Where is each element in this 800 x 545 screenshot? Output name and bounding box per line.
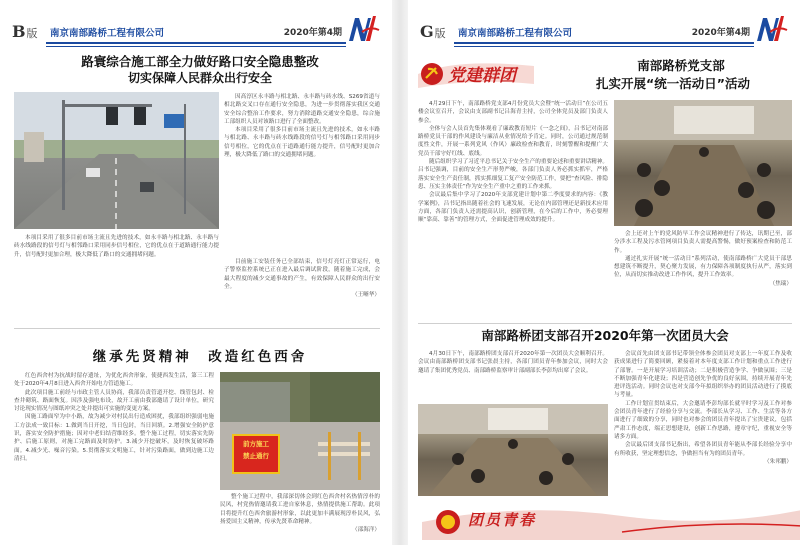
page-header-right	[414, 18, 794, 44]
sign-line1: 前方施工	[243, 440, 269, 448]
article3-paragraph: 全体与会人员首先集体观看了廉政教育短片《一念之间》，吕书记对南部路桥党员干部的作风建设与廉洁从业情况给予肯定。同时，公司通过规范制度性文件，开展一系列党风（作风）廉政检查和教育，时刻警醒和提醒广大党员干部守好红线、底线。	[418, 125, 608, 157]
header-rule	[454, 42, 754, 44]
article1-body-lower	[14, 234, 219, 289]
article2-paragraph: 因施工路面窄为中小路，故为减少对村民出行造成困扰，我部组织强弱电施工方法成一致目标：1.做到当日开挖，当日包封，当日回填。2.增强安全防护意识，落实安全防护措施；因对中老妇结营维经多。整个施工过程，切实落实先防护、后施工原则，对施工完路面及时防护。3.减少开挖破坏，及时恢复破坏路面。4.减少光、噪音污染。5.贯彻落实文明施工，针对污染路面，做到边施工边清扫。	[14, 414, 214, 462]
article4-body-right	[614, 350, 792, 498]
sign-line2: 禁止通行	[243, 452, 269, 460]
article2-body	[14, 372, 214, 540]
article3-title-line1: 南部路桥党支部	[637, 58, 725, 73]
article2-paragraph: 红色西舍村为抗战时留存遗址，为优化西舍形象，使捷西发生活，第三工程处于2020年4月8日进入西舍开始电力管道施工。	[14, 373, 214, 388]
party-building-banner	[416, 56, 536, 90]
article3-title-line2: 扎实开展“统一活动日”活动	[596, 76, 750, 91]
meeting-illustration	[614, 100, 792, 226]
article3-paragraph: 会议最后集中学习了2020年支部党建计划中第二季度要求的内容：《教学案例》，吕书记指出随着社会的飞速发展，无论在内部管理还是新技术应用方面，各部门负责人还需提高认识，创新管理，在今后的工作中，务必要理顺“靠高、靠善”的管理方式，全面促进管理成效的提升。	[418, 192, 608, 224]
page-b	[0, 0, 392, 545]
edition-suffix: 版	[26, 27, 38, 40]
article1-author: （王晰华）	[352, 292, 380, 299]
intersection-photo	[14, 92, 219, 229]
article4-paragraph: 会议首先由团支部书记带领全体参会团员对支部上一年度工作及收获成果进行了简要回顾，紧接着对本年度支部工作计划和重点工作进行了部署。一是开展学习培训活动；二是积极营造争学、争做氛围；三是不断加强青年化建设；四是营造创先争优的良好氛围，持续开展青年先进评选活动。同时会议也对支部今年拟组织举办的团员活动进行了摸底与考量。	[614, 351, 792, 399]
intersection-illustration	[14, 92, 219, 229]
article-title-line1: 路寰综合施工部全力做好路口安全隐患整改	[81, 54, 319, 69]
article1-paragraph: 本项目采用了很多目前市场主流且先进的技术，如永丰路与相北路、永丰路与砖水线路段的信号灯与相邻路口采用同步信号相位，它的优点在于道路通行能力提升，信号配时更加合理，极大降低了路口的交通拥堵问题。	[14, 235, 219, 258]
article4-paragraph: 工作计划宣贯结束后，大会邀请李彭均部长就平时学习及工作对参会团员青年进行了经验分享与交流。李部长从学习、工作、生活等各方面进行了细致的分享，同时也对参会的团员青年提出了宝贵建议，包括严肃工作态度，端正思想建设，创新工作思路，遵章守纪，重视安全等诸多方面。	[614, 400, 792, 440]
company-logo-icon	[346, 12, 380, 44]
youth-banner	[422, 502, 800, 540]
party-meeting-photo	[614, 100, 792, 226]
page-gutter	[392, 0, 408, 545]
article3-paragraph: 会上还对上午的党风防早工作会议精神进行了传达，讯期已至，部分涉水工程及污水管网项目负责人需提高警惕，做好预案检查和防范工作。	[614, 231, 792, 254]
youth-meeting-illustration	[418, 404, 608, 496]
article3-author: （焦瑞）	[769, 280, 792, 287]
construction-illustration	[220, 372, 380, 490]
issue-number: 2020年第4期	[283, 28, 342, 38]
article4-paragraph: 会议最后团支部书记指出，希望各团员青年能从李部长经验分享中有所收获，坚定理想信念，争做担当有为的团员青年。	[614, 442, 792, 457]
article3-body	[418, 100, 608, 318]
company-logo-icon	[754, 12, 788, 44]
article2-paragraph: 整个施工过程中，我部深切体会到红色西舍村名热情淳朴的民风，村党热情邀请我工进自家休息，热情提供施工帮助。此项目将提升红色西舍旅游村形象，以此更加丰满展现淳朴民风，弘扬爱国主义精神，传承先贤革命精神。	[220, 494, 380, 525]
party-banner-text: 党建群团	[448, 66, 516, 86]
article4-title: 南部路桥团支部召开2020年第一次团员大会	[481, 328, 729, 343]
article4-body	[418, 350, 608, 402]
edition-suffix: 版	[434, 27, 446, 40]
section-divider	[418, 323, 792, 324]
article4-paragraph: 4月30日下午，南部路桥团支部召开2020年第一次团员大会顺利召开。会议由南部路桥团支部书记张晨主持，各部门团员青年参加会议，同时大会邀请了集团优秀党员、南部路桥监察审计部副部长李彭均出席了会议。	[418, 351, 608, 374]
issue-number: 2020年第4期	[691, 28, 750, 38]
article2-paragraph: 此次项目施工前经与市政主管人员协商，我部员责管道开挖、线管包封、检查井砌筑、路面恢复。因涉及强电布设，故开工前由我部邀请了设计单位，研究讨论现实情况与图纸冲突之处并提出可实施的变更方案。	[14, 389, 214, 413]
article1-body-end	[224, 258, 380, 322]
edition-label	[12, 22, 38, 41]
header-rule-thin	[46, 46, 346, 47]
article4-author: （朱邦鹏）	[764, 458, 792, 465]
article2-body-end	[220, 493, 380, 540]
road-closed-sign	[236, 438, 276, 462]
youth-meeting-photo	[418, 404, 608, 496]
edition-letter: B	[12, 22, 26, 41]
article3-body-end	[614, 230, 792, 318]
section-divider	[14, 328, 380, 329]
article1-paragraph: 目前施工安装任务已全部结束，信号灯亮灯正常运行，电子警察监控系统已正在进入最后调试阶段，随着施工完成，会最大程度的减少交通事故的产生，有效保障人民群众的出行安全。	[224, 259, 380, 290]
youth-banner-text: 团员青春	[468, 511, 537, 529]
article1-paragraph: 本项目采用了很多目前市场主流且先进的技术，如永丰路与相北路、永丰路与砖水线路段的信号灯与相邻路口采用同步信号相位，它的优点在于道路通行能力提升，信号配时更加合理，极大降低了路口的交通拥堵问题。	[224, 127, 380, 159]
article2-author: （邵海洋）	[352, 527, 380, 534]
page-g	[408, 0, 800, 545]
edition-letter: G	[420, 22, 434, 41]
header-rule	[46, 42, 346, 44]
construction-site-photo	[220, 372, 380, 490]
article2-title: 继承先贤精神 改造红色西舍	[92, 349, 308, 365]
edition-label	[420, 22, 446, 41]
header-rule-thin	[454, 46, 754, 47]
article3-paragraph: 通过扎实开展“统一活动日”系列活动，使南部路桥广大党员干部思想建筑不断提升，契心聚力发展，有力保障各项制度执行从严，落实到位，从而切实推动改进工作作风，提升工作效率。	[614, 255, 792, 279]
article1-paragraph: 因高淳区永丰路与相北路、永丰路与砖水线、S269省道与相北路交叉口存在通行安全隐患，为进一步贯彻落实我区交通安全综合整治工作要求，努力消除道路交通安全隐患，综合施工部组织人员对该路口进行了全面整改。	[224, 94, 380, 125]
company-name: 南京南部路桥工程有限公司	[50, 28, 165, 39]
article3-paragraph: 随后组织学习了习近平总书记关于安全生产的重要论述和重要讲话精神。吕书记强调，目前的安全生产形势严峻，各部门负责人务必抓实抓牢，严格落实安全生产责任制，抓实抓细复工复产安全防范工作，要把“查风险、排隐患、压实主体责任”作为安全生产重中之重的工作来抓。	[418, 159, 608, 190]
company-name: 南京南部路桥工程有限公司	[458, 28, 573, 39]
article3-paragraph: 4月29日下午，南部路桥党支部4月份党员大会暨“统一活动日”在公司五楼会议室召开，会议由支部副书记吕海青主持，公司全体党员及部门负责人参会。	[418, 101, 608, 124]
article-title-line2: 切实保障人民群众出行安全	[127, 71, 272, 85]
page-header-left	[6, 18, 386, 44]
